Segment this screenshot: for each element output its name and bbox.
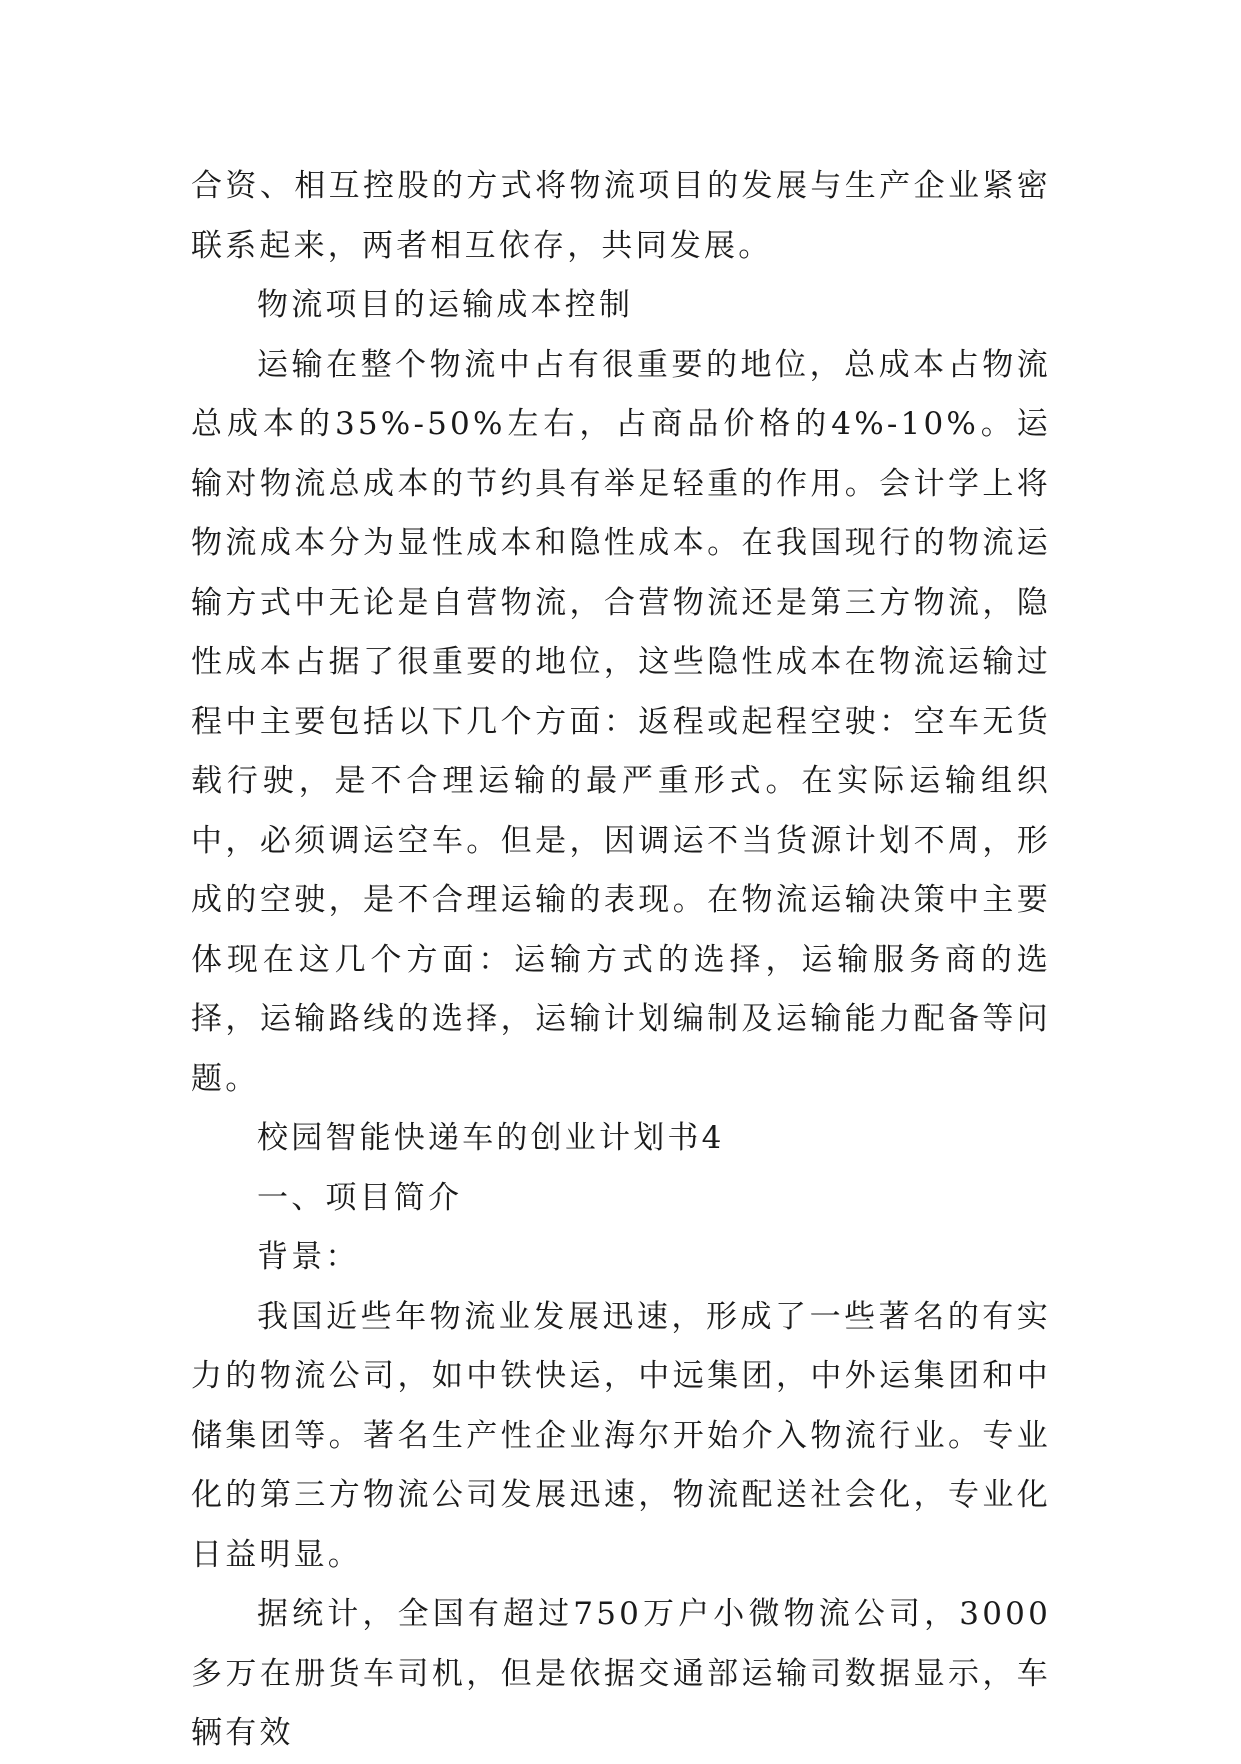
paragraph-continuation: 合资、相互控股的方式将物流项目的发展与生产企业紧密联系起来，两者相互依存，共同发展。 bbox=[191, 168, 1051, 264]
paragraph-transport-cost: 运输在整个物流中占有很重要的地位，总成本占物流总成本的35%-50%左右，占商品价格的4%-10%。运输对物流总成本的节约具有举足轻重的作用。会计学上将物流成本分为显性成本和隐性成本。在我国现行的物流运输方式中无论是自营物流，合营物流还是第三方物流，隐性成本占据了很重要的地位，这些隐性成本在物流运输过程中主要包括以下几个方面：返程或起程空驶：空车无货载行驶，是不合理运输的最严重形式。在实际运输组织中，必须调运空车。但是，因调运不当货源计划不周，形成的空驶，是不合理运输的表现。在物流运输决策中主要体现在这几个方面：运输方式的选择，运输服务商的选择，运输路线的选择，运输计划编制及运输能力配备等问题。 bbox=[191, 346, 1051, 1097]
subheading-background: 背景： bbox=[257, 1239, 360, 1275]
paragraph-statistics: 据统计，全国有超过750万户小微物流公司，3000多万在册货车司机，但是依据交通部运输司数据显示，车辆有效 bbox=[191, 1596, 1051, 1751]
section-heading-transport-cost: 物流项目的运输成本控制 bbox=[257, 287, 634, 323]
document-body bbox=[191, 157, 1051, 1764]
document-title: 校园智能快递车的创业计划书4 bbox=[257, 1120, 725, 1156]
section-heading-project-intro: 一、项目简介 bbox=[257, 1179, 463, 1216]
paragraph-logistics-development: 我国近些年物流业发展迅速，形成了一些著名的有实力的物流公司，如中铁快运，中远集团，中外运集团和中储集团等。著名生产性企业海尔开始介入物流行业。专业化的第三方物流公司发展迅速，物流配送社会化，专业化日益明显。 bbox=[191, 1298, 1051, 1573]
